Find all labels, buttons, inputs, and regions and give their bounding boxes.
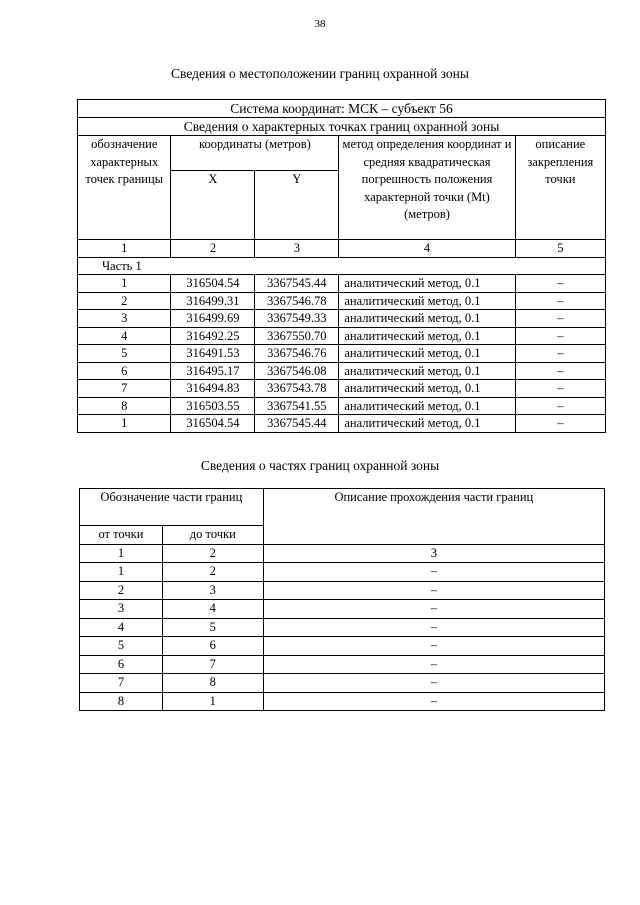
description-cell: – bbox=[263, 563, 604, 582]
method-cell: аналитический метод, 0.1 bbox=[339, 380, 515, 398]
fixing-cell: – bbox=[515, 292, 605, 310]
coordinate-system-row: Система координат: МСК – субъект 56 bbox=[78, 100, 606, 118]
x-cell: 316504.54 bbox=[171, 275, 255, 293]
to-cell: 8 bbox=[162, 674, 263, 693]
x-cell: 316499.69 bbox=[171, 310, 255, 328]
from-cell: 7 bbox=[80, 674, 163, 693]
header-point: обозначение характерных точек границы bbox=[78, 136, 171, 240]
column-number: 5 bbox=[515, 240, 605, 258]
table-row bbox=[78, 345, 606, 363]
description-cell: – bbox=[263, 674, 604, 693]
to-cell: 2 bbox=[162, 563, 263, 582]
section-title-location: Сведения о местоположении границ охранной зоны bbox=[171, 66, 469, 81]
table-row bbox=[80, 618, 605, 637]
y-cell: 3367546.08 bbox=[255, 362, 339, 380]
part-label: Часть 1 bbox=[78, 257, 606, 275]
method-cell: аналитический метод, 0.1 bbox=[339, 397, 515, 415]
point-cell: 7 bbox=[78, 380, 171, 398]
to-cell: 5 bbox=[162, 618, 263, 637]
table-row bbox=[80, 674, 605, 693]
fixing-cell: – bbox=[515, 380, 605, 398]
description-cell: – bbox=[263, 692, 604, 711]
description-cell: – bbox=[263, 600, 604, 619]
y-cell: 3367550.70 bbox=[255, 327, 339, 345]
column-number: 1 bbox=[80, 544, 163, 563]
to-cell: 1 bbox=[162, 692, 263, 711]
page-number: 38 bbox=[314, 18, 326, 30]
table-row bbox=[78, 362, 606, 380]
header-x: X bbox=[171, 171, 255, 240]
x-cell: 316492.25 bbox=[171, 327, 255, 345]
x-cell: 316504.54 bbox=[171, 415, 255, 433]
table-row bbox=[78, 327, 606, 345]
header-coords: координаты (метров) bbox=[171, 136, 339, 171]
header-description: Описание прохождения части границ bbox=[263, 489, 604, 545]
to-cell: 3 bbox=[162, 581, 263, 600]
header-part: Обозначение части границ bbox=[80, 489, 264, 526]
description-cell: – bbox=[263, 655, 604, 674]
table-row bbox=[78, 397, 606, 415]
table-row bbox=[80, 637, 605, 656]
point-cell: 5 bbox=[78, 345, 171, 363]
to-cell: 4 bbox=[162, 600, 263, 619]
column-number: 2 bbox=[162, 544, 263, 563]
y-cell: 3367545.44 bbox=[255, 415, 339, 433]
column-number: 3 bbox=[263, 544, 604, 563]
header-to: до точки bbox=[162, 526, 263, 545]
table-row bbox=[80, 600, 605, 619]
from-cell: 3 bbox=[80, 600, 163, 619]
y-cell: 3367549.33 bbox=[255, 310, 339, 328]
column-number-row bbox=[78, 240, 606, 258]
y-cell: 3367546.78 bbox=[255, 292, 339, 310]
from-cell: 4 bbox=[80, 618, 163, 637]
section-title-parts: Сведения о частях границ охранной зоны bbox=[200, 458, 440, 473]
to-cell: 6 bbox=[162, 637, 263, 656]
method-cell: аналитический метод, 0.1 bbox=[339, 415, 515, 433]
method-cell: аналитический метод, 0.1 bbox=[339, 345, 515, 363]
fixing-cell: – bbox=[515, 415, 605, 433]
fixing-cell: – bbox=[515, 310, 605, 328]
description-cell: – bbox=[263, 581, 604, 600]
table-row bbox=[80, 655, 605, 674]
method-cell: аналитический метод, 0.1 bbox=[339, 275, 515, 293]
method-cell: аналитический метод, 0.1 bbox=[339, 310, 515, 328]
point-cell: 3 bbox=[78, 310, 171, 328]
table-row bbox=[80, 692, 605, 711]
fixing-cell: – bbox=[515, 345, 605, 363]
x-cell: 316494.83 bbox=[171, 380, 255, 398]
points-subtitle-row: Сведения о характерных точках границ охранной зоны bbox=[78, 118, 606, 136]
from-cell: 6 bbox=[80, 655, 163, 674]
point-cell: 8 bbox=[78, 397, 171, 415]
y-cell: 3367543.78 bbox=[255, 380, 339, 398]
x-cell: 316503.55 bbox=[171, 397, 255, 415]
fixing-cell: – bbox=[515, 327, 605, 345]
column-number: 2 bbox=[171, 240, 255, 258]
column-number: 1 bbox=[78, 240, 171, 258]
table-row bbox=[80, 581, 605, 600]
fixing-cell: – bbox=[515, 275, 605, 293]
fixing-cell: – bbox=[515, 362, 605, 380]
column-number: 4 bbox=[339, 240, 515, 258]
point-cell: 4 bbox=[78, 327, 171, 345]
point-cell: 1 bbox=[78, 275, 171, 293]
point-cell: 1 bbox=[78, 415, 171, 433]
y-cell: 3367541.55 bbox=[255, 397, 339, 415]
method-cell: аналитический метод, 0.1 bbox=[339, 292, 515, 310]
from-cell: 5 bbox=[80, 637, 163, 656]
table-row bbox=[80, 563, 605, 582]
table-row bbox=[78, 415, 606, 433]
x-cell: 316495.17 bbox=[171, 362, 255, 380]
x-cell: 316491.53 bbox=[171, 345, 255, 363]
column-number-row bbox=[80, 544, 605, 563]
from-cell: 2 bbox=[80, 581, 163, 600]
header-fixing: описание закрепления точки bbox=[515, 136, 605, 240]
table-row bbox=[78, 310, 606, 328]
point-cell: 2 bbox=[78, 292, 171, 310]
y-cell: 3367545.44 bbox=[255, 275, 339, 293]
from-cell: 8 bbox=[80, 692, 163, 711]
fixing-cell: – bbox=[515, 397, 605, 415]
method-cell: аналитический метод, 0.1 bbox=[339, 327, 515, 345]
header-y: Y bbox=[255, 171, 339, 240]
header-from: от точки bbox=[80, 526, 163, 545]
characteristic-points-table bbox=[77, 99, 606, 433]
header-method: метод определения координат и средняя квадратическая погрешность положения характерной точки (Mt) (метров) bbox=[339, 136, 515, 240]
x-cell: 316499.31 bbox=[171, 292, 255, 310]
from-cell: 1 bbox=[80, 563, 163, 582]
method-cell: аналитический метод, 0.1 bbox=[339, 362, 515, 380]
table-row bbox=[78, 292, 606, 310]
description-cell: – bbox=[263, 637, 604, 656]
point-cell: 6 bbox=[78, 362, 171, 380]
y-cell: 3367546.76 bbox=[255, 345, 339, 363]
to-cell: 7 bbox=[162, 655, 263, 674]
table-row bbox=[78, 275, 606, 293]
column-number: 3 bbox=[255, 240, 339, 258]
boundary-parts-table bbox=[79, 488, 605, 711]
description-cell: – bbox=[263, 618, 604, 637]
table-row bbox=[78, 380, 606, 398]
